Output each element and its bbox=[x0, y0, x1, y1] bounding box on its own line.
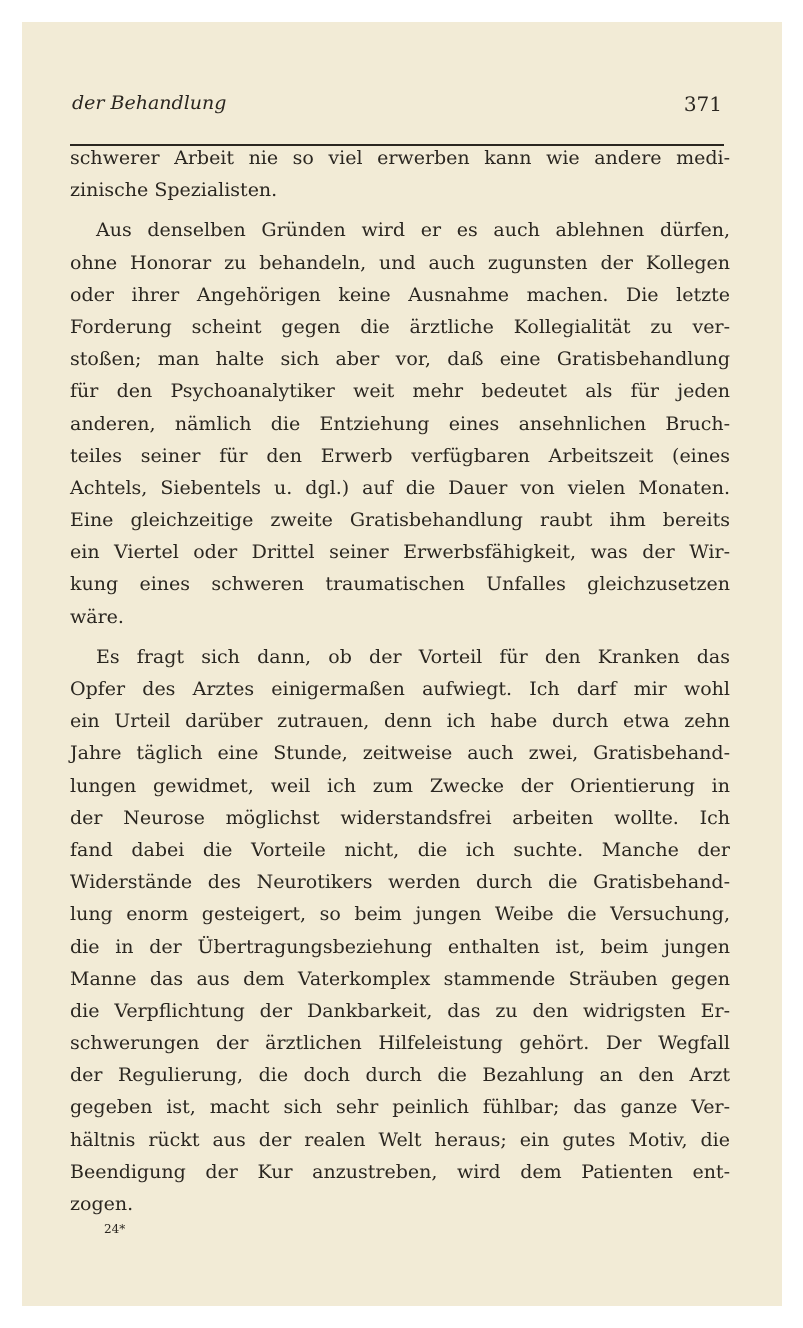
paragraph bbox=[70, 641, 730, 1220]
text-line: Jahre täglich eine Stunde, zeitweise auch zwei, Gratisbehand- bbox=[70, 742, 730, 765]
paragraph-gap bbox=[70, 633, 730, 641]
text-line: schwerungen der ärztlichen Hilfeleistung gehört. Der Wegfall bbox=[70, 1032, 730, 1055]
text-line: der Neurose möglichst widerstandsfrei arbeiten wollte. Ich bbox=[70, 806, 730, 829]
text-line: fand dabei die Vorteile nicht, die ich suchte. Manche der bbox=[70, 838, 730, 861]
text-line: Opfer des Arztes einigermaßen aufwiegt. Ich darf mir wohl bbox=[70, 678, 730, 700]
text-line: für den Psychoanalytiker weit mehr bedeutet als für jeden bbox=[70, 380, 730, 403]
paragraph-gap bbox=[70, 206, 730, 214]
text-line: Manne das aus dem Vaterkomplex stammende Sträuben gegen bbox=[70, 967, 730, 990]
paragraph bbox=[70, 214, 730, 632]
text-line: Es fragt sich dann, ob der Vorteil für den Kranken das bbox=[96, 645, 730, 668]
text-line: die in der Übertragungsbeziehung enthalten ist, beim jungen bbox=[70, 935, 730, 958]
text-line: ohne Honorar zu behandeln, und auch zugunsten der Kollegen bbox=[70, 251, 730, 274]
text-line: lungen gewidmet, weil ich zum Zwecke der Orientierung in bbox=[70, 774, 730, 797]
signature-mark: 24* bbox=[104, 1222, 126, 1236]
page-number: 371 bbox=[683, 92, 722, 116]
running-head: der Behandlung bbox=[72, 92, 227, 114]
text-line: anderen, nämlich die Entziehung eines ansehnlichen Bruch- bbox=[70, 412, 730, 435]
page-header bbox=[70, 88, 724, 146]
text-line: hältnis rückt aus der realen Welt heraus; ein gutes Motiv, die bbox=[70, 1128, 730, 1151]
book-page bbox=[22, 22, 782, 1306]
text-line: Achtels, Siebentels u. dgl.) auf die Dauer von vielen Monaten. bbox=[70, 476, 730, 499]
text-line: Eine gleichzeitige zweite Gratisbehandlung raubt ihm bereits bbox=[70, 509, 730, 532]
text-line: Forderung scheint gegen die ärztliche Kollegialität zu ver- bbox=[70, 315, 730, 338]
text-line: lung enorm gesteigert, so beim jungen Weibe die Versuchung, bbox=[70, 903, 730, 926]
text-line: oder ihrer Angehörigen keine Ausnahme machen. Die letzte bbox=[70, 283, 730, 306]
text-line: schwerer Arbeit nie so viel erwerben kann wie andere medi- bbox=[70, 147, 730, 169]
text-line: ein Urteil darüber zutrauen, denn ich habe durch etwa zehn bbox=[70, 710, 730, 733]
text-line: teiles seiner für den Erwerb verfügbaren Arbeitszeit (eines bbox=[70, 444, 730, 467]
paragraph bbox=[70, 142, 730, 206]
text-line: zinische Spezialisten. bbox=[70, 179, 278, 202]
text-line: Widerstände des Neurotikers werden durch die Gratisbehand- bbox=[70, 871, 730, 894]
text-line: kung eines schweren traumatischen Unfalles gleichzusetzen bbox=[70, 573, 730, 596]
text-line: Aus denselben Gründen wird er es auch ablehnen dürfen, bbox=[96, 219, 730, 242]
text-line: die Verpflichtung der Dankbarkeit, das zu den widrigsten Er- bbox=[70, 999, 730, 1022]
text-line: Beendigung der Kur anzustreben, wird dem Patienten ent- bbox=[70, 1160, 730, 1183]
body-text bbox=[70, 142, 730, 1220]
text-line: wäre. bbox=[70, 605, 124, 628]
text-line: der Regulierung, die doch durch die Bezahlung an den Arzt bbox=[70, 1064, 730, 1087]
text-line: gegeben ist, macht sich sehr peinlich fühlbar; das ganze Ver- bbox=[70, 1096, 730, 1119]
text-line: stoßen; man halte sich aber vor, daß eine Gratisbehandlung bbox=[70, 348, 730, 371]
text-line: zogen. bbox=[70, 1193, 134, 1215]
text-line: ein Viertel oder Drittel seiner Erwerbsfähigkeit, was der Wir- bbox=[70, 541, 730, 564]
